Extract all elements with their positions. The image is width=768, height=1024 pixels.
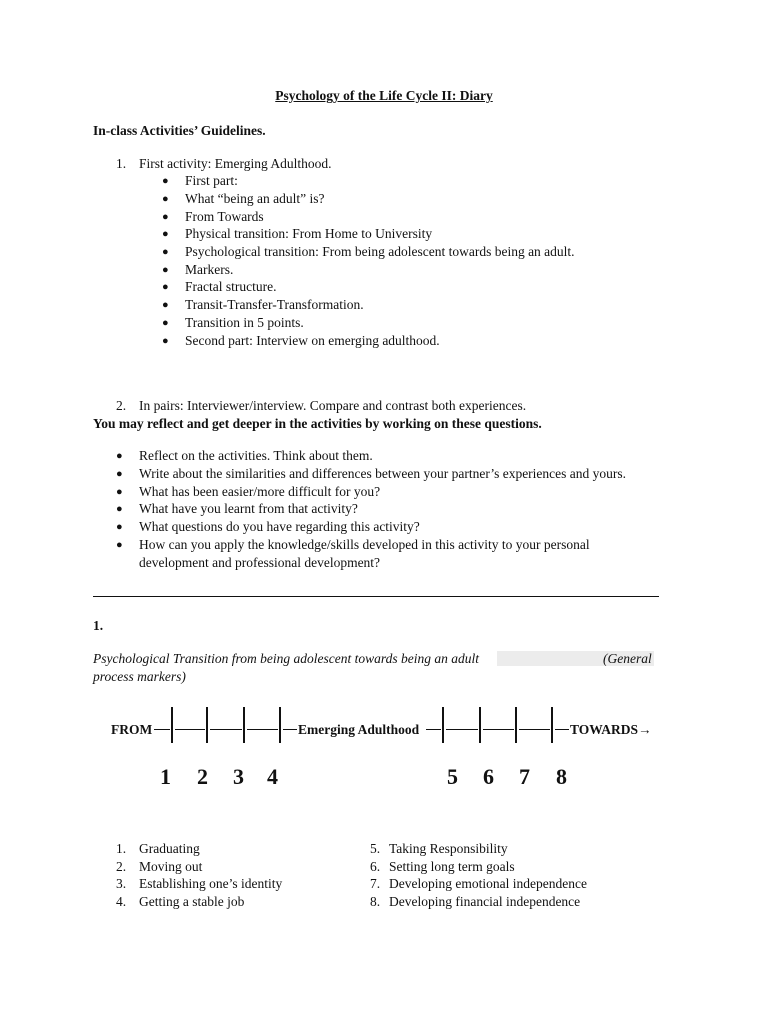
bullet-icon: ● [162,211,169,223]
horizontal-rule [93,596,659,597]
timeline-segment [210,729,242,730]
list-item: From Towards [185,209,264,224]
reflect-heading: You may reflect and get deeper in the activities by working on these questions. [93,416,542,431]
marker-list-item: Moving out [139,859,203,874]
timeline-tick [279,707,281,743]
marker-list-item: Developing emotional independence [389,876,587,891]
list-item: What has been easier/more difficult for you? [139,484,381,499]
marker-number: 4 [267,764,278,789]
list-item: Write about the similarities and differences between your partner’s experiences and yours. [139,466,627,481]
bullet-icon: ● [162,246,169,258]
marker-list-number: 6. [370,859,381,874]
bullet-icon: ● [162,317,169,329]
list-item: Reflect on the activities. Think about them. [139,448,373,463]
document-title: Psychology of the Life Cycle II: Diary [275,88,493,103]
list-item: Fractal structure. [185,279,277,294]
marker-number: 8 [556,764,567,789]
transition-caption-suffix: (General [603,651,652,666]
marker-list-item: Getting a stable job [139,894,245,909]
list-item: Transit-Transfer-Transformation. [185,297,364,312]
bullet-icon: ● [162,281,169,293]
list-item: Physical transition: From Home to University [185,226,433,241]
marker-list-number: 7. [370,876,381,891]
list-item: Second part: Interview on emerging adulthood. [185,333,440,348]
bullet-icon: ● [162,335,169,347]
activity-2-text: In pairs: Interviewer/interview. Compare and contrast both experiences. [139,398,527,413]
timeline-segment [247,729,278,730]
marker-number: 3 [233,764,244,789]
timeline-segment [283,729,297,730]
section-heading: In-class Activities’ Guidelines. [93,123,266,138]
list-item: Transition in 5 points. [185,315,304,330]
marker-number: 1 [160,764,171,789]
timeline-middle-label: Emerging Adulthood [298,722,420,737]
timeline-from-label: FROM [111,722,153,737]
activity-1-text: First activity: Emerging Adulthood. [139,156,332,171]
activity-1-number: 1. [116,156,127,171]
timeline-towards-label: TOWARDS→ [570,722,652,737]
marker-list-number: 5. [370,841,381,856]
transition-caption: Psychological Transition from being adolescent towards being an adult [93,651,479,666]
timeline-tick [515,707,517,743]
part-1-label: 1. [93,618,104,633]
bullet-icon: ● [116,539,123,551]
marker-number: 7 [519,764,530,789]
transition-caption-line2: process markers) [93,669,186,684]
bullet-icon: ● [162,193,169,205]
bullet-icon: ● [162,175,169,187]
bullet-icon: ● [116,468,123,480]
marker-list-item: Taking Responsibility [389,841,508,856]
list-item: What have you learnt from that activity? [139,501,358,516]
timeline-tick [171,707,173,743]
bullet-icon: ● [116,486,123,498]
timeline-tick [551,707,553,743]
timeline-segment [519,729,550,730]
marker-list-number: 3. [116,876,127,891]
bullet-icon: ● [116,450,123,462]
timeline-segment [555,729,569,730]
timeline-segment [426,729,441,730]
marker-list-item: Developing financial independence [389,894,581,909]
marker-list-item: Setting long term goals [389,859,515,874]
marker-list-number: 1. [116,841,127,856]
timeline-tick [243,707,245,743]
list-item-continuation: development and professional development? [139,555,381,570]
activity-2-number: 2. [116,398,127,413]
marker-list-item: Establishing one’s identity [139,876,283,891]
marker-list-item: Graduating [139,841,200,856]
bullet-icon: ● [162,299,169,311]
timeline-segment [483,729,514,730]
bullet-icon: ● [162,264,169,276]
marker-number: 5 [447,764,458,789]
bullet-icon: ● [162,228,169,240]
list-item: First part: [185,173,238,188]
timeline-tick [442,707,444,743]
list-item: Psychological transition: From being adolescent towards being an adult. [185,244,575,259]
marker-list-number: 2. [116,859,127,874]
list-item: What questions do you have regarding this activity? [139,519,420,534]
timeline-segment [175,729,205,730]
list-item: How can you apply the knowledge/skills developed in this activity to your personal [139,537,590,552]
timeline-segment [446,729,478,730]
timeline-segment [154,729,170,730]
marker-list-number: 4. [116,894,127,909]
marker-list-number: 8. [370,894,381,909]
bullet-icon: ● [116,503,123,515]
list-item: Markers. [185,262,234,277]
list-item: What “being an adult” is? [185,191,325,206]
marker-number: 2 [197,764,208,789]
timeline-tick [479,707,481,743]
marker-number: 6 [483,764,494,789]
bullet-icon: ● [116,521,123,533]
timeline-tick [206,707,208,743]
